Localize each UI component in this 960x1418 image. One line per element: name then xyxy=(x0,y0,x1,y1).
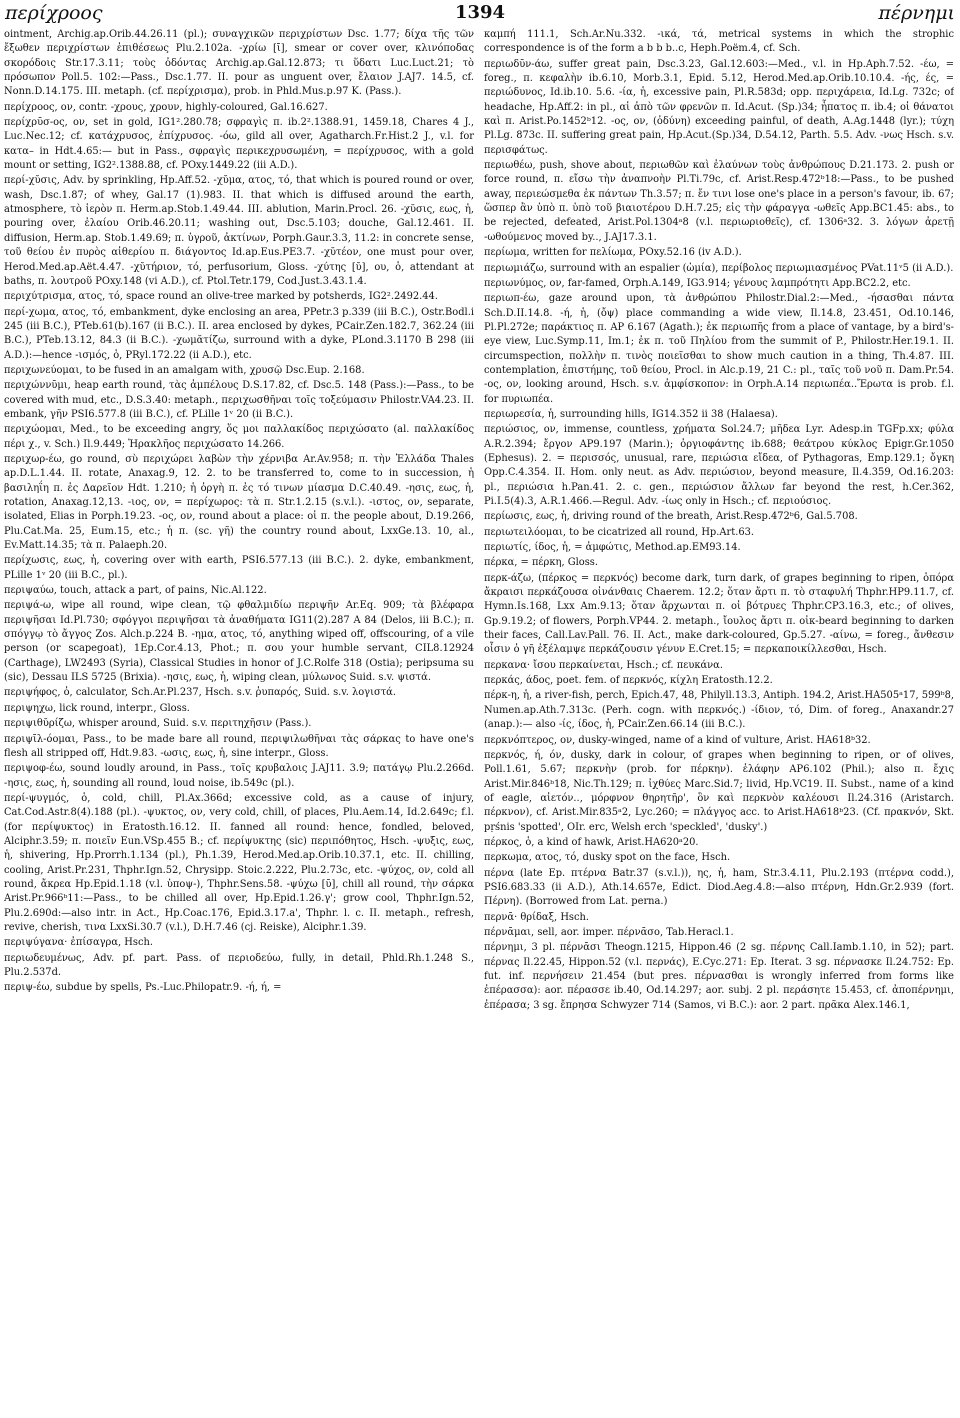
dictionary-entry: περιχώννῡμι, heap earth round, τὰς ἀμπέλους D.S.17.82, cf. Dsc.5. 148 (Pass.):—Pass., to be covered with mud, etc., D.S.3.40: metaph., περιχωσθῆναι τοῖς τοξεύμασιν Philostr.VA4.23. II. embank, γῆν PSI6.577.8 (iii B.C.), cf. PLille 1ᵛ 20 (ii B.C.). xyxy=(4,380,474,420)
dictionary-entry: περιχώομαι, Med., to be exceeding angry, ὅς μοι παλλακίδος περιχώσατο (al. παλλακίδος πέρι χ., v. Sch.) Il.9.449; Ἡρακλῆος περιχώσατο 14.266. xyxy=(4,424,474,450)
running-headword-right: πέρνημι xyxy=(878,2,955,24)
dictionary-entry: πέρνᾱμαι, sell, aor. imper. πέρνᾱσο, Tab.Heracl.1. xyxy=(484,926,734,938)
right-column xyxy=(484,28,954,1414)
dictionary-entry: περιχωνεύομαι, to be fused in an amalgam with, χρυσῷ Dsc.Eup. 2.168. xyxy=(4,364,365,376)
dictionary-entry: περιωτίς, ίδος, ἡ, = ἀμφώτις, Method.ap.EM93.14. xyxy=(484,542,741,554)
dictionary-entry: περίχωσις, εως, ἡ, covering over with earth, PSI6.577.13 (iii B.C.). 2. dyke, embankment, PLille 1ᵛ 20 (iii B.C., pl.). xyxy=(4,555,474,581)
dictionary-entry: περιψήφος, ὁ, calculator, Sch.Ar.Pl.237, Hsch. s.v. ῥυπαρός, Suid. s.v. λογιστά. xyxy=(4,687,396,699)
dictionary-entry: περιωτειλόομαι, to be cicatrized all round, Hp.Art.63. xyxy=(484,526,755,538)
dictionary-entry: περιψαύω, touch, attack a part, of pains, Nic.Al.122. xyxy=(4,585,267,597)
dictionary-entry: περκνόπτερος, ον, dusky-winged, name of a kind of vulture, Arist. HA618ᵇ32. xyxy=(484,734,871,746)
dictionary-entry: ointment, Archig.ap.Orib.44.26.11 (pl.); συναγχικῶν περιχρίστων Dsc. 1.77; δίχα τῆς τῶν ἔξωθεν περιχρίστων ἐπιθέσεως Plu.2.102a. -χρίω [ῑ], smear or cover over, κλινόποδας σκορόδοις Str.17.3.11; τοὺς ὀδόντας Archig.ap.Gal.12.873; τι ὕδατι Luc.Luct.21; τὸ πρόσωπον Poll.5. 102:—Pass., Dsc.1.77. II. pour as unguent over, ἔλαιον J.AJ7. 14.5, cf. Nonn.D.14.175. III. metaph. (cf. περίχρισμα), prob. in Phld.Mus.p.97 K. (Pass.). xyxy=(4,29,474,98)
dictionary-entry: περιψηχω, lick round, interpr., Gloss. xyxy=(4,702,190,714)
dictionary-entry: περκνός, ή, όν, dusky, dark in colour, of grapes when beginning to ripen, or of olives, Poll.1.61, 5.67; περκνὴν (prob. for πέρκην). ἐλάφην AP6.102 (Phil.); also π. ἔχις Arist.Mir.846ᵇ18, Nic.Th.129; π. ἰχθύες Marc.Sid.7; livid, Hp.VC19. II. Subst., name of a kind of eagle, αἰετόν.., μόρφνον θηρητῆρ', ὃν καὶ περκνὸν καλέουσι Il.24.316 (Aristarch. πέρκνον), cf. Arist.Mir.835ᵃ2, Lyc.260; = πλάγγος acc. to Arist.HA618ᵇ23. (Cf. πρακνόν, Skt. pṛśnis 'spotted', OIr. erc, Welsh erch 'speckled', 'dusky'.) xyxy=(484,749,954,833)
dictionary-entry: περιωνύμος, ον, far-famed, Orph.A.149, IG3.914; γένους λαμπρότητι App.BC2.2, etc. xyxy=(484,277,911,289)
dictionary-entry: περιψά-ω, wipe all round, wipe clean, τῷ φθαλμιδίω περιψῆν Ar.Eq. 909; τὰ βλέφαρα περιψῆσαι Id.Pl.730; σφόγγοι περιψῆσαι τὰ ἀναθήματα IG11(2).287 A 84 (Delos, iii B.C.); π. σπόγγῳ τὸ ἄγγος Zos. Alch.p.224 B. -ημα, ατος, τό, anything wiped off, offscouring, of a vile person (or scapegoat), 1Ep.Cor.4.13, Phot.; π. σου your humble servant, CIL8.12924 (Carthage), LW2493 (Syria), Classical Studies in honor of J.C.Rolfe 318 (Ostia); peripsuma su (sic), Dessau ILS 5725 (Brixia). -ησις, εως, ἡ, wiping clean, μύλωνος Suid. s.v. ψιστά. xyxy=(4,600,474,684)
dictionary-entry: πέρνα (late Ep. πτέρνα Batr.37 (s.v.l.)), ης, ἡ, ham, Str.3.4.11, Plu.2.193 (πτέρνα codd.), PSI6.683.33 (ii A.D.), Ath.14.657e, Edict. Diod.Aeg.4.8:—also πτέρνη, Hdn.Gr.2.939 (fort. Πέρνη). (Borrowed from Lat. perna.) xyxy=(484,867,954,908)
page-header xyxy=(0,0,960,26)
dictionary-entry: περκ-άζω, (πέρκος = περκνός) become dark, turn dark, of grapes beginning to ripen, ὁπόρα ἄκραισι περκάζουσα οἰνάνθαις Chaerem. 12.2; ὅταν ἄρτι π. τὸ σταφυλή Thphr.HP9.11.7, cf. Hymn.Is.168, Lxx Am.9.13; ὅταν ἄρχωνται π. οἱ βότρυες Thphr.CP3.16.3, etc.; of olives, Gp.9.19.2; of flowers, Porph.VP44. 2. metaph., ἴουλος ἄρτι π. οἰκ-beard beginning to darken their faces, Call.Lav.Pall. 76. II. Act., make dark-coloured, Gp.5.27. -αίνω, = foreg., ἄνθεσιν οἷσιν ὁ γῆ ἐξέλαμψε περκάζουσιν γένυν E.Cret.15; = περκαποικίλλεσθαι, Hsch. xyxy=(484,572,954,656)
running-headword-left: περίχροος xyxy=(5,2,103,24)
dictionary-entry: περιψῑλ-όομαι, Pass., to be made bare all round, περιψιλωθῆναι τὰς σάρκας to have one's flesh all stripped off, Hdt.9.83. -ωσις, εως, ἡ, sine interpr., Gloss. xyxy=(4,733,474,759)
dictionary-entry: πέρκ-η, ἡ, a river-fish, perch, Epich.47, 48, Philyll.13.3, Antiph. 194.2, Arist.HA505ᵃ17, 599ᵇ8, Numen.ap.Ath.7.313c. (Perh. cogn. with περκνός.) -ίδιον, τό, Dim. of foreg., Anaxandr.27 (anap.):— also -ίς, ίδος, ἡ, PCair.Zen.66.14 (iii B.C.). xyxy=(484,690,954,731)
dictionary-entry: περί-χῠσις, Adv. by sprinkling, Hp.Aff.52. -χῠμα, ατος, τό, that which is poured round or over, wash, Dsc.1.87; of whey, Gal.17 (1).983. II. that which is diffused around the earth, atmosphere, τὸ ἱερὸν π. Herm.ap.Stob.1.49.44. III. ablution, Marin.Procl. 26. -χῠσις, εως, ἡ, pouring over, ἐλαίου Orib.46.20.11; washing out, Dsc.5.103; douche, Gal.12.461. II. diffusion, Herm.ap. Stob.1.49.69; π. ὑγροῦ, ἀκτίνων, Porph.Gaur.3.3, 11.2: in concrete sense, τοῦ θείου ἐν πυρὸς αἰθερίου π. διάγοντος Id.ap.Eus.PE3.7. -χῠτέον, one must pour over, Herod.Med.ap.Aët.4.47. -χῠτήριον, τό, perfusorium, Gloss. -χύτης [ῠ], ου, ὁ, attendant at baths, π. λουτροῦ POxy.148 (vi A.D.), cf. Ptol.Tetr.179, Cod.Just.3.43.1.4. xyxy=(4,175,474,287)
dictionary-entry: περκάς, άδος, poet. fem. of περκνός, κίχλη Eratosth.12.2. xyxy=(484,675,773,687)
dictionary-entry: περιωθέω, push, shove about, περιωθῶν καὶ ἐλαύνων τοὺς ἀνθρώπους D.21.173. 2. push or force round, π. εἴσω τὴν ἀναπνοὴν Pl.Ti.79c, cf. Arist.Resp.472ᵇ18:—Pass., to be pushed away, περιεώσμεθα ἐκ πάντων Th.3.57; π. ἔν τινι lose one's place in a person's favour, ib. 67; ὥσπερ ἂν ὑπὸ π. ὑπὸ τοῦ βιαιοτέρου D.H.7.25; εἰς τὴν φάραγγα -ωθεῖς App.BC1.45: abs., to be rejected, defeated, Arist.Pol.1304ᵃ8 (v.l. περιωριοθεῖς), cf. 1306ᵃ32. 3. λόγων ἀρετῇ -ωθούμενος moved by.., J.AJ17.3.1. xyxy=(484,160,954,243)
dictionary-entry: περκανα· ἴσου περκαίνεται, Hsch.; cf. πευκάνα. xyxy=(484,659,723,671)
dictionary-entry: περίχροος, ον, contr. -χρους, χρουν, highly-coloured, Gal.16.627. xyxy=(4,101,328,113)
left-column xyxy=(4,28,474,1414)
dictionary-entry: περιψ-έω, subdue by spells, Ps.-Luc.Philopatr.9. -ή, ή, = xyxy=(4,982,282,994)
dictionary-entry: πέρκα, = πέρκη, Gloss. xyxy=(484,557,598,569)
dictionary-entry: περιωρεσία, ἡ, surrounding hills, IG14.352 ii 38 (Halaesa). xyxy=(484,408,778,420)
dictionary-entry: καμπή 111.1, Sch.Ar.Nu.332. -ικά, τά, metrical systems in which the strophic correspondence is of the form a b b b..c, Heph.Poëm.4, cf. Sch. xyxy=(484,29,954,55)
dictionary-entry: πέρκος, ὁ, a kind of hawk, Arist.HA620ᵃ20. xyxy=(484,836,699,848)
dictionary-entry: περιψύγανα· ἐπίσαγρα, Hsch. xyxy=(4,937,153,949)
dictionary-entry: περί-ψυγμός, ὁ, cold, chill, Pl.Ax.366d; excessive cold, as a cause of injury, Cat.Cod.Astr.8(4).188 (pl.). -ψυκτος, ον, very cold, chill, of places, Plu.Aem.14, Id.2.649c; f.l. (for περίψυκτος) in Eratosth.16.12. II. fanned all round: hence, fondled, beloved, Alciphr.3.59; π. ποιεῖν Eun.VSp.455 B.; cf. περίψυκτης (sic) περιπόθητος, Hsch. -ψυξις, εως, ἡ, shivering, Hp.Prorrh.1.134 (pl.), Ph.1.39, Herod.Med.ap.Orib.10.37.1, etc. II. chilling, cooling, Arist.Pr.231, Thphr.Ign.52, Chrysipp. Stoic.2.222, Plu.2.73c, etc. -ψύχος, ον, cold all round, ἄκρεα Hp.Epid.1.18 (v.l. ὑποψ-), Thphr.Sens.58. -ψύχω [ῡ], chill all round, τὴν σάρκα Arist.Pr.966ᵇ11:—Pass., to be chilled all over, Hp.Epid.1.26.γ'; grow cool, Thphr.Ign.52, Plu.2.690d:—also intr. in Act., Hp.Coac.176, Epid.3.17.a', Thphr. l. c. II. metaph., refresh, revive, cherish, τινα LxxSi.30.7 (v.l.), D.H.7.46 (cj. Reiske), Alciphr.1.39. xyxy=(4,792,474,933)
dictionary-entry: περίχρῡσ-ος, ον, set in gold, IG1².280.78; σφραγὶς π. ib.2².1388.91, 1459.18, Chares 4 J., Luc.Nec.12; cf. κατάχρυσος, ἐπίχρυσος. -όω, gild all over, Agatharch.Fr.Hist.2 J., v.l. for κατα– in Hdt.4.65:— but in Pass., σφραγὶς περικεχρυσωμένη, = περίχρυσος, with a gold mount or setting, IG2².1388.88, cf. POxy.1449.22 (iii A.D.). xyxy=(4,117,474,172)
dictionary-entry: περιψιθῠρίζω, whisper around, Suid. s.v. περιτηχῆσιν (Pass.). xyxy=(4,718,312,730)
dictionary-entry: περιψοφ-έω, sound loudly around, in Pass., τοῖς κρυβαλοις J.AJ11. 3.9; πατάγῳ Plu.2.266d. -ησις, εως, ἡ, sounding all round, loud noise, ib.549c (pl.). xyxy=(4,763,474,789)
dictionary-entry: περίωσις, εως, ἡ, driving round of the breath, Arist.Resp.472ᵇ6, Gal.5.708. xyxy=(484,511,858,523)
dictionary-entry: πέρνημι, 3 pl. πέρνᾱσι Theogn.1215, Hippon.46 (2 sg. πέρνης Call.Iamb.1.10, in 52); part. πέρνας Il.22.45, Hippon.52 (v.l. περνάς), E.Cyc.271: Ep. Iterat. 3 sg. πέρνασκε Il.24.752: Ep. fut. inf. περνήσειν 21.454 (but pres. πέρνασθαι is wrongly inferred from forms like ἐπέρασσα): aor. πέρασσε ib.40, Od.14.297; aor. subj. 2 pl. περάσητε 15.453, cf. ἀποπέρνημι, ἐπέρασα; 3 sg. ἔπρησα Schwyzer 714 (Samos, vi B.C.): aor. 2 part. πρᾶκα Alex.146.1, xyxy=(484,942,954,1011)
page-number: 1394 xyxy=(454,2,506,23)
dictionary-entry: περνᾱ· θρίδαξ, Hsch. xyxy=(484,911,590,923)
dictionary-entry: περιωπ-έω, gaze around upon, τὰ ἀνθρώπου Philostr.Dial.2:—Med., -ήσασθαι πάντα Sch.D.II.14.8. -ή, ἡ, (ὄψ) place commanding a wide view, Il.14.8, 23.451, Od.10.146, Pl.Pl.272e; παράκτιος π. AP 6.167 (Agath.); ἐκ περιωπῆς from a place of vantage, by a bird's-eye view, Luc.Symp.11, Im.1; ἐκ π. τοῦ Πηλίου from the summit of P., Philostr.Her.19.1. II. circumspection, πολλὴν π. τινὸς ποιεῖσθαι to show much caution in a thing, Th.4.87. III. contemplation, ἐπιστήμης, τοῦ θείου, Procl. in Alc.p.19, 21 C.: pl., ταῖς τοῦ νοῦ π. Dam.Pr.54. -ος, ον, looking around, Hsch. s.v. ἀμφίσκοπον: in Orph.A.14 περιωπέα..Ἔρωτα is prob. f.l. for πυριωπέα. xyxy=(484,293,954,405)
dictionary-entry: περιωδευμένως, Adv. pf. part. Pass. of περιοδεύω, fully, in detail, Phld.Rh.1.248 S., Plu.2.537d. xyxy=(4,952,474,978)
dictionary-entry: περί-χωμα, ατος, τό, embankment, dyke enclosing an area, PPetr.3 p.339 (iii B.C.), Ostr.Bodl.i 245 (iii B.C.), PTeb.61(b).167 (ii B.C.). II. area enclosed by dykes, PCair.Zen.182.7, 362.24 (iii B.C.), PTeb.13.12, 84.3 (ii B.C.). -χωμᾰτίζω, surround with a dyke, PLond.3.1170 B 298 (iii A.D.):—hence -ισμός, ὁ, PRyl.172.22 (ii A.D.), etc. xyxy=(4,306,474,361)
dictionary-entry: περκωμα, ατος, τό, dusky spot on the face, Hsch. xyxy=(484,852,731,864)
dictionary-entry: περιωδῡν-άω, suffer great pain, Dsc.3.23, Gal.12.603:—Med., v.l. in Hp.Aph.7.52. -έω, = foreg., π. κεφαλὴν ib.6.10, Morb.3.1, Epid. 5.12, Herod.Med.ap.Orib.10.10.4. -ής, ές, = περιώδυνος, Id.ib.10. 5.6. -ία, ἡ, excessive pain, Pl.R.583d; opp. περιχάρεια, Id.Lg. 732c; of headache, Hp.Aff.2: in pl., αἱ ἀπὸ τῶν φρενῶν π. Id.Acut. (Sp.)34; ἧπατος π. ib.4; οἱ θάνατοι καὶ π. Arist.Po.1452ᵇ12. -ος, ον, (ὀδύνη) exceeding painful, of death, A.Ag.1448 (lyr.); τύχη Pl.Lg. 873c. II. suffering great pain, Hp.Acut.(Sp.)34, D.54.12, Parth. 5.5. Adv. -νως Hsch. s.v. περισφάτως. xyxy=(484,58,954,156)
dictionary-entry: περίωμα, written for πελίωμα, POxy.52.16 (iv A.D.). xyxy=(484,247,742,259)
dictionary-entry: περιχωρ-έω, go round, σὺ περιχώρει λαβὼν τὴν χέρνιβα Ar.Av.958; π. τὴν Ἑλλάδα Thales ap.D.L.1.44. II. rotate, Anaxag.9, 12. 2. to be transferred to, come to in succession, ἡ βασιληΐη π. ἐς Δαρεῖον Hdt. 1.210; ἡ ὀργὴ π. ἐς τό τινων μίασμα D.C.40.49. -ησις, εως, ἡ, rotation, Anaxag.12,13. -ιος, ον, = περίχωρος: τὰ π. Str.1.2.15 (s.v.l.). -ιστος, ον, separate, isolated, Elias in Porph.19.23. -ος, ον, round about a place: οἱ π. the people about, D.19.266, Plu.Cat.Ma. 25, Eum.15, etc.; ἡ π. (sc. γῆ) the country round about, LxxGe.13. 10, al., Ev.Matt.14.35; τὰ π. Palaeph.20. xyxy=(4,453,474,552)
dictionary-entry: περιχύτρισμα, ατος, τό, space round an olive-tree marked by potsherds, IG2².2492.44. xyxy=(4,291,438,303)
dictionary-entry: περιωμιάζω, surround with an espalier (ὠμία), περίβολος περιωμιασμένος PVat.11ᵛ5 (ii A.D.). xyxy=(484,262,954,274)
dictionary-entry: περιώσιος, ον, immense, countless, χρήματα Sol.24.7; μῆδεα Lyr. Adesp.in TGFp.xx; φύλα A.R.2.394; ἔργον AP9.197 (Marin.); ὀργιοφάντης ib.688; θεάτρου κύκλος Epigr.Gr.1050 (Ephesus). 2. = περισσός, unusual, rare, περιώσια εἴδεα, of Pythagoras, Emp.129.1; ὄγκη Opp.C.4.354. II. Hom. only neut. as Adv. περιώσιον, beyond measure, Il.4.359, Od.16.203: pl., περιώσια h.Pan.41. 2. c. gen., περιώσιον ἄλλων far beyond the rest, h.Cer.362, Pi.I.5(4).3, A.R.1.466.—Regul. Adv. -ίως only in Hsch.; cf. περιούσιος. xyxy=(484,424,954,507)
